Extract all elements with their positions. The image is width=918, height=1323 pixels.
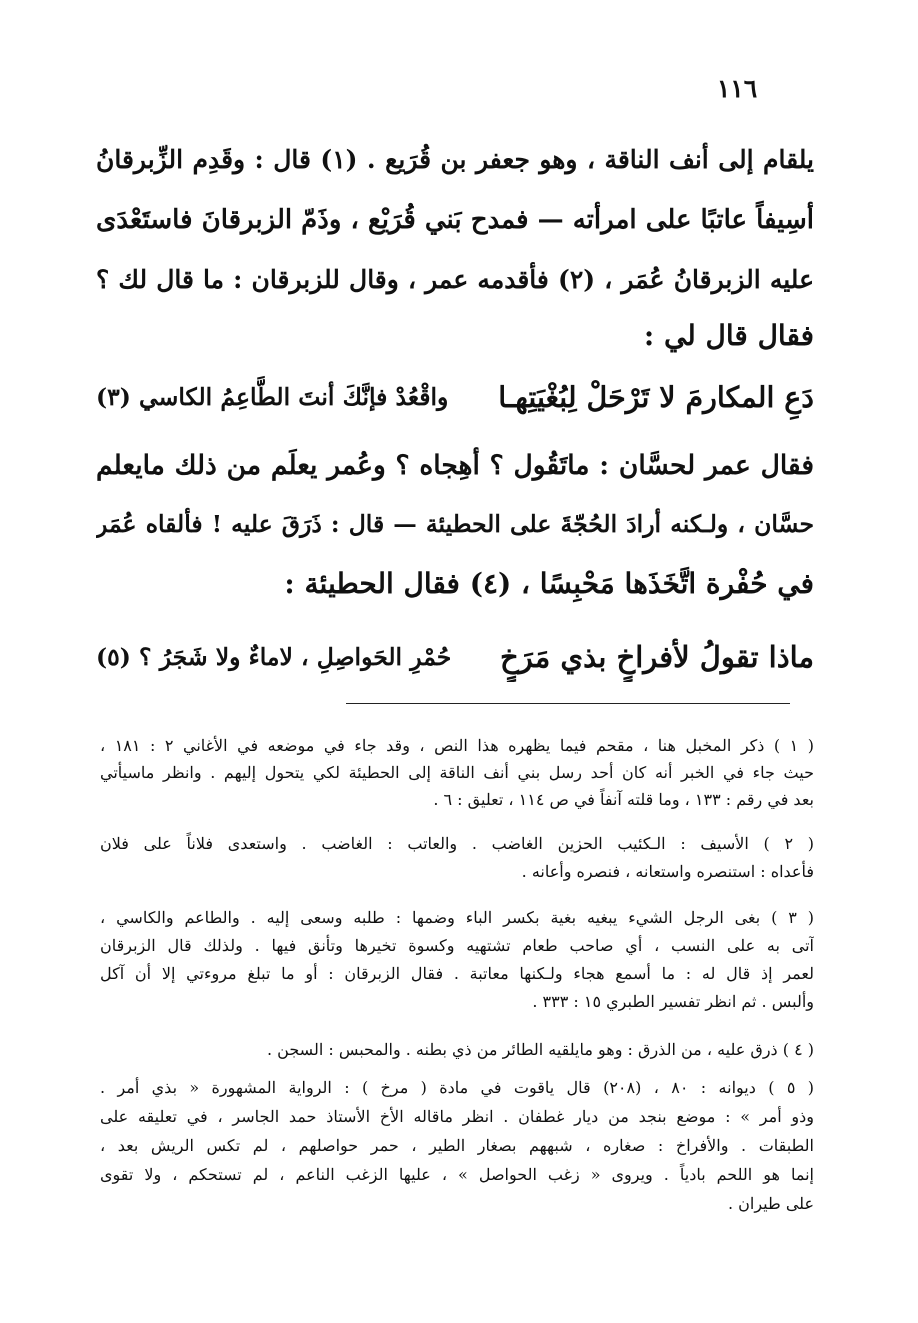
verse-second-hemistich: واقْعُدْ فإنَّكَ أنتَ الطَّاعِمُ الكاسي (٣) (96, 383, 449, 411)
main-text-line: فقال عمر لحسَّان : ماتَقُول ؟ أهِجاه ؟ وعُمر يعلَم من ذلك مايعلم (96, 450, 814, 481)
verse-first-hemistich: ماذا تقولُ لأفراخٍ بذي مَرَخٍ (500, 640, 814, 674)
verse (96, 632, 814, 682)
footnote-line: وألبس . ثم انظر تفسير الطبري ١٥ : ٣٣٣ . (532, 992, 814, 1011)
footnote-line: إنما هو اللحم بادياً . ويروى « زغب الحواصل » ، عليها الزغب الناعم ، لم تستحكم ، ولا تقوى (100, 1165, 814, 1184)
main-text-line: في حُفْرة اتَّخَذَها مَحْبِسًا ، (٤) فقال الحطيئة : (284, 567, 814, 600)
footnote-line: حيث جاء في الخبر أنه كان أحد رسل بني أنف الناقة إلى الحطيئة لكي يتحول إليهم . وانظر ماسيأتي (100, 763, 814, 782)
main-text-line: يلقام إلى أنف الناقة ، وهو جعفر بن قُرَيع . (١) قال : وقَدِم الزِّبرقانُ (96, 145, 814, 174)
main-text-line: فقال قال لي : (643, 319, 814, 352)
footnote-line: ( ٣ ) بغى الرجل الشيء يبغيه بغية بكسر الباء وضمها : طلبه وسعى إليه . والطاعم والكاسي ، (100, 908, 814, 927)
footnote-line: الطبقات . والأفراخ : صغاره ، شبههم بصغار الطير ، حمر حواصلهم ، لم تكس الريش بعد ، (100, 1136, 814, 1155)
footnote-line: فأعداه : استنصره واستعانه ، فنصره وأعانه . (521, 862, 814, 881)
main-text-line: أسِيفاً عاتبًا على امرأته — فمدح بَني قُرَيْع ، وذَمّ الزبرقانَ فاستَعْدَى (96, 205, 814, 235)
footnote-line: بعد في رقم : ١٣٣ ، وما قلته آنفاً في ص ١١٤ ، تعليق : ٦ . (433, 790, 814, 809)
verse-first-hemistich: دَعِ المكارمَ لا تَرْحَلْ لِبُغْيَتِهـا (498, 380, 814, 414)
footnote-line: آتى به على النسب ، أي صاحب طعام تشتهيه وكسوة تخيرها وتأنق فيها . ولذلك قال الزبرقان (100, 936, 814, 955)
verse-second-hemistich: حُمْرِ الحَواصِلِ ، لاماءٌ ولا شَجَرُ ؟ (٥) (96, 643, 452, 671)
footnote-line: ( ٥ ) ديوانه : ٨٠ ، (٢٠٨) قال ياقوت في مادة ( مرخ ) : الرواية المشهورة « بذي أمر . (100, 1078, 814, 1097)
verse (96, 372, 814, 422)
footnote-line: لعمر إذ قال له : ما أسمع هجاء ولـكنها معاتبة . فقال الزبرقان : أو ما تبلغ مروءتي إلا أن آكل (100, 964, 814, 983)
footnote-separator (346, 703, 790, 704)
main-text-line: عليه الزبرقانُ عُمَر ، (٢) فأقدمه عمر ، وقال للزبرقان : ما قال لك ؟ (96, 265, 814, 294)
footnote-line: ( ٢ ) الأسيف : الـكئيب الحزين الغاضب . والعاتب : الغاضب . واستعدى فلاناً على فلان (100, 834, 814, 853)
page-number: ١١٦ (716, 74, 758, 103)
footnote-line: ( ١ ) ذكر المخبل هنا ، مقحم فيما يظهره هذا النص ، وقد جاء في موضعه في الأغاني ٢ : ١٨١ ، (100, 736, 814, 755)
footnote-line: ( ٤ ) ذرق عليه ، من الذرق : وهو مايلقيه الطائر من ذي بطنه . والمحبس : السجن . (266, 1040, 814, 1059)
footnote-line: على طيران . (727, 1194, 814, 1213)
footnote-line: وذو أمر » : موضع بنجد من ديار غطفان . انظر ماقاله الأخ الأستاذ حمد الجاسر ، في تعليقه على (100, 1107, 814, 1126)
main-text-line: حسَّان ، ولـكنه أرادَ الحُجّةَ على الحطيئة — قال : ذَرَقَ عليه ! فألقاه عُمَر (96, 510, 814, 538)
